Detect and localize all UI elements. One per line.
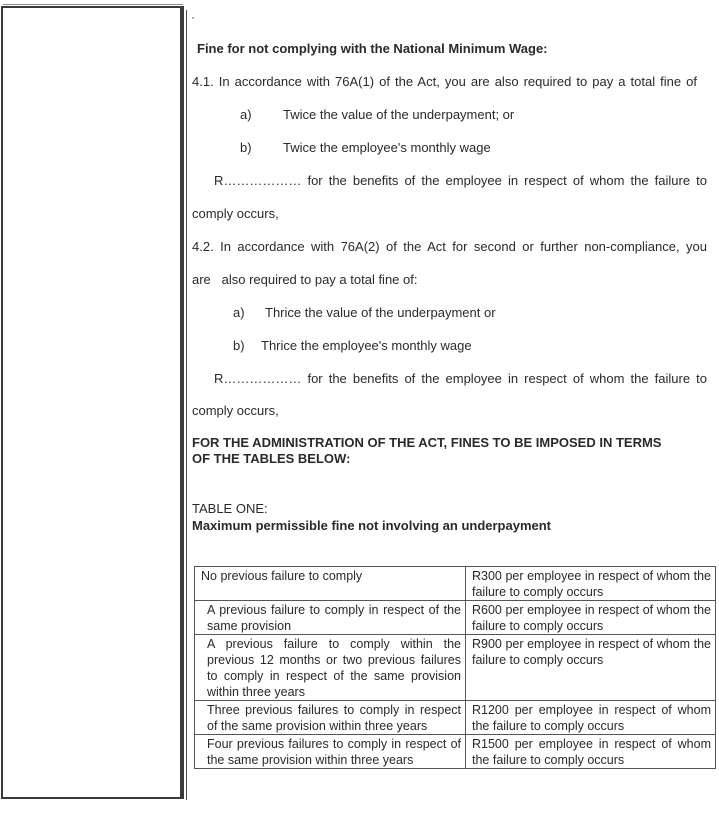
admin-heading-line1: FOR THE ADMINISTRATION OF THE ACT, FINES TO BE IMPOSED IN TERMS xyxy=(192,435,662,450)
section-heading: Fine for not complying with the National Minimum Wage: xyxy=(197,41,548,56)
comply-line-1: comply occurs, xyxy=(192,206,279,221)
admin-heading-line2: OF THE TABLES BELOW: xyxy=(192,451,351,466)
amount-line-1: R……………… for the benefits of the employee in respect of whom the failure to xyxy=(214,173,707,188)
fines-table xyxy=(194,566,716,769)
comply-line-2: comply occurs, xyxy=(192,403,279,418)
table-row xyxy=(195,735,716,769)
list-b-text-1: Thrice the value of the underpayment or xyxy=(265,305,496,320)
paragraph-4-1: 4.1. In accordance with 76A(1) of the Act, you are also required to pay a total fine of xyxy=(192,74,697,89)
table-cell-condition: No previous failure to comply xyxy=(195,567,466,601)
table-cell-condition: Three previous failures to comply in respect of the same provision within three years xyxy=(195,701,466,735)
list-a-label-1: a) xyxy=(240,107,252,122)
stray-mark: · xyxy=(191,10,195,24)
table-row xyxy=(195,701,716,735)
table-row xyxy=(195,601,716,635)
table-cell-fine: R600 per employee in respect of whom the failure to comply occurs xyxy=(466,601,716,635)
table-cell-condition: A previous failure to comply within the previous 12 months or two previous failures to comply in respect of the same provision within three years xyxy=(195,635,466,701)
list-a-text-1: Twice the value of the underpayment; or xyxy=(283,107,515,122)
amount-line-2: R……………… for the benefits of the employee in respect of whom the failure to xyxy=(214,371,707,386)
list-b-text-2: Thrice the employee's monthly wage xyxy=(261,338,472,353)
table-cell-fine: R300 per employee in respect of whom the failure to comply occurs xyxy=(466,567,716,601)
table-cell-fine: R900 per employee in respect of whom the failure to comply occurs xyxy=(466,635,716,701)
margin-box xyxy=(1,6,184,799)
list-a-text-2: Twice the employee's monthly wage xyxy=(283,140,491,155)
table-cell-condition: A previous failure to comply in respect of the same provision xyxy=(195,601,466,635)
table-title: TABLE ONE: xyxy=(192,501,268,516)
table-row xyxy=(195,567,716,601)
content-divider xyxy=(186,10,187,800)
table-cell-fine: R1500 per employee in respect of whom the failure to comply occurs xyxy=(466,735,716,769)
table-row xyxy=(195,635,716,701)
paragraph-4-2-line1: 4.2. In accordance with 76A(2) of the Act for second or further non-compliance, you xyxy=(192,239,707,254)
list-b-label-2: b) xyxy=(233,338,245,353)
list-b-label-1: a) xyxy=(233,305,245,320)
table-cell-condition: Four previous failures to comply in respect of the same provision within three years xyxy=(195,735,466,769)
top-rule xyxy=(3,4,183,5)
paragraph-4-2-line2: are also required to pay a total fine of: xyxy=(192,272,418,287)
list-a-label-2: b) xyxy=(240,140,252,155)
table-cell-fine: R1200 per employee in respect of whom the failure to comply occurs xyxy=(466,701,716,735)
table-subtitle: Maximum permissible fine not involving an underpayment xyxy=(192,518,552,533)
